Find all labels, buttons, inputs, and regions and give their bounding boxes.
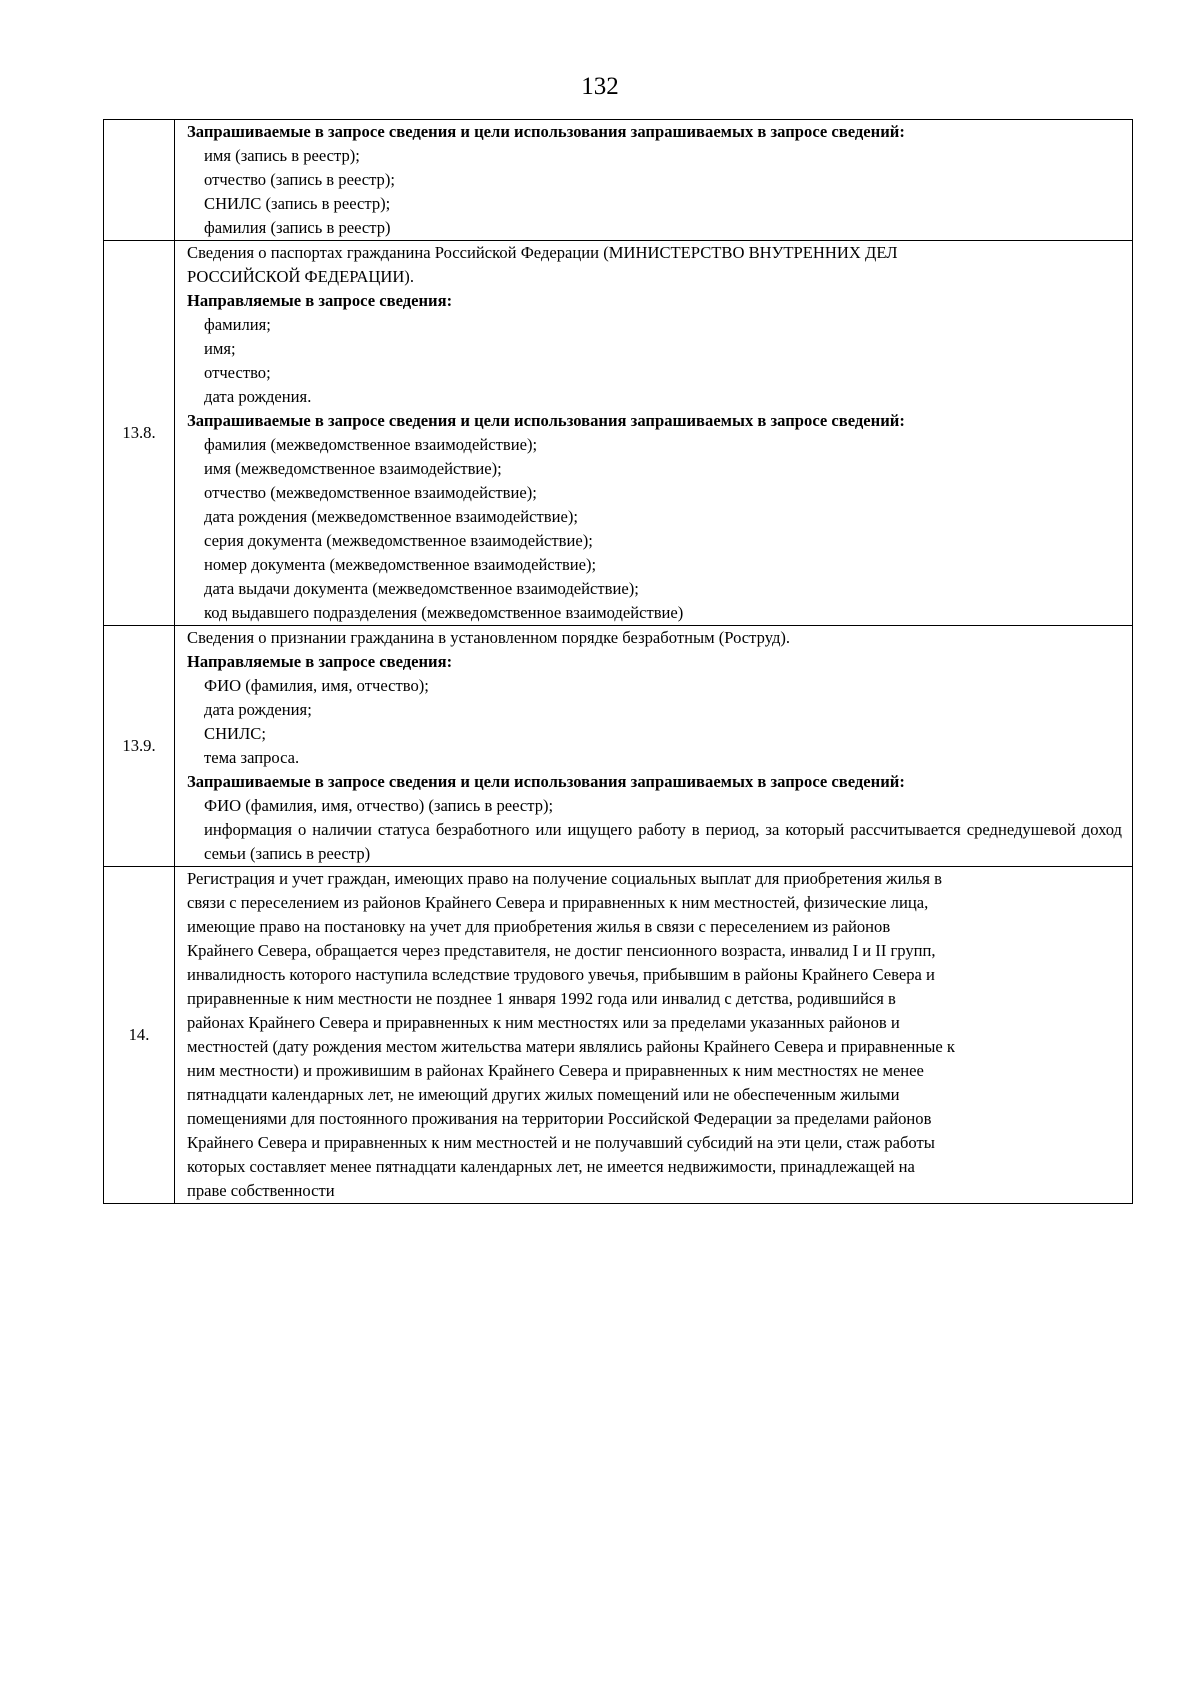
text-line: помещениями для постоянного проживания на территории Российской Федерации за пределами районов bbox=[187, 1109, 932, 1128]
table-row bbox=[104, 867, 1133, 1204]
text-line: ФИО (фамилия, имя, отчество) (запись в реестр); bbox=[204, 796, 554, 815]
text-line: местностей (дату рождения местом жительства матери являлись районы Крайнего Севера и приравненные к bbox=[187, 1037, 955, 1056]
text-line: отчество (запись в реестр); bbox=[204, 170, 395, 189]
text-line: дата рождения. bbox=[204, 387, 312, 406]
text-line: имя; bbox=[204, 339, 236, 358]
text-line: СНИЛС; bbox=[204, 724, 266, 743]
text-line: СНИЛС (запись в реестр); bbox=[204, 194, 391, 213]
row-content bbox=[175, 120, 1133, 241]
text-line: имя (межведомственное взаимодействие); bbox=[204, 459, 502, 478]
row-content bbox=[175, 867, 1133, 1204]
text-line: фамилия; bbox=[204, 315, 271, 334]
table-row bbox=[104, 626, 1133, 867]
text-line: отчество (межведомственное взаимодействие); bbox=[204, 483, 537, 502]
text-line: ФИО (фамилия, имя, отчество); bbox=[204, 676, 429, 695]
section-heading: Направляемые в запросе сведения: bbox=[187, 652, 453, 671]
text-line: связи с переселением из районов Крайнего Севера и приравненных к ним местностей, физические лица, bbox=[187, 893, 929, 912]
row-number: 14. bbox=[104, 867, 175, 1204]
text-line: код выдавшего подразделения (межведомственное взаимодействие) bbox=[204, 603, 684, 622]
text-line: серия документа (межведомственное взаимодействие); bbox=[204, 531, 593, 550]
text-line: инвалидность которого наступила вследствие трудового увечья, прибывшим в районы Крайнего Севера и bbox=[187, 965, 935, 984]
text-line: дата рождения (межведомственное взаимодействие); bbox=[204, 507, 578, 526]
text-line: пятнадцати календарных лет, не имеющий других жилых помещений или не обеспеченным жилыми bbox=[187, 1085, 900, 1104]
section-heading: Запрашиваемые в запросе сведения и цели использования запрашиваемых в запросе сведений: bbox=[187, 772, 905, 791]
text-line: информация о наличии статуса безработного или ищущего работу в период, за который рассчитывается среднедушевой доход семьи (запись в реестр) bbox=[204, 820, 1122, 863]
text-line: праве собственности bbox=[187, 1181, 335, 1200]
text-line: Крайнего Севера, обращается через представителя, не достиг пенсионного возраста, инвалид I и II групп, bbox=[187, 941, 936, 960]
text-line: Крайнего Севера и приравненных к ним местностей и не получавший субсидий на эти цели, стаж работы bbox=[187, 1133, 935, 1152]
document-table bbox=[103, 119, 1133, 1204]
section-heading: Направляемые в запросе сведения: bbox=[187, 291, 453, 310]
text-line: отчество; bbox=[204, 363, 271, 382]
row-number: 13.8. bbox=[104, 241, 175, 626]
text-line: имеющие право на постановку на учет для приобретения жилья в связи с переселением из районов bbox=[187, 917, 891, 936]
text-line: Регистрация и учет граждан, имеющих право на получение социальных выплат для приобретения жилья в bbox=[187, 869, 942, 888]
text-line: фамилия (межведомственное взаимодействие); bbox=[204, 435, 538, 454]
text-line: Сведения о паспортах гражданина Российской Федерации (МИНИСТЕРСТВО ВНУТРЕННИХ ДЕЛ bbox=[187, 243, 898, 262]
section-heading: Запрашиваемые в запросе сведения и цели использования запрашиваемых в запросе сведений: bbox=[187, 122, 905, 141]
row-content bbox=[175, 241, 1133, 626]
text-line: ним местности) и проживишим в районах Крайнего Севера и приравненных к ним местностях не менее bbox=[187, 1061, 924, 1080]
text-line: приравненные к ним местности не позднее 1 января 1992 года или инвалид с детства, родившийся в bbox=[187, 989, 896, 1008]
text-line: которых составляет менее пятнадцати календарных лет, не имеется недвижимости, принадлежащей на bbox=[187, 1157, 915, 1176]
text-line: имя (запись в реестр); bbox=[204, 146, 360, 165]
text-line: РОССИЙСКОЙ ФЕДЕРАЦИИ). bbox=[187, 267, 414, 286]
row-number: 13.9. bbox=[104, 626, 175, 867]
text-line: Сведения о признании гражданина в установленном порядке безработным (Роструд). bbox=[187, 628, 791, 647]
section-heading: Запрашиваемые в запросе сведения и цели использования запрашиваемых в запросе сведений: bbox=[187, 411, 905, 430]
text-line: тема запроса. bbox=[204, 748, 300, 767]
text-line: дата рождения; bbox=[204, 700, 312, 719]
table-row bbox=[104, 241, 1133, 626]
page-number: 132 bbox=[581, 73, 619, 100]
row-content bbox=[175, 626, 1133, 867]
text-line: районах Крайнего Севера и приравненных к ним местностях или за пределами указанных районов и bbox=[187, 1013, 900, 1032]
table-row bbox=[104, 120, 1133, 241]
row-number bbox=[104, 120, 175, 241]
text-line: фамилия (запись в реестр) bbox=[204, 218, 391, 237]
text-line: номер документа (межведомственное взаимодействие); bbox=[204, 555, 597, 574]
text-line: дата выдачи документа (межведомственное взаимодействие); bbox=[204, 579, 639, 598]
